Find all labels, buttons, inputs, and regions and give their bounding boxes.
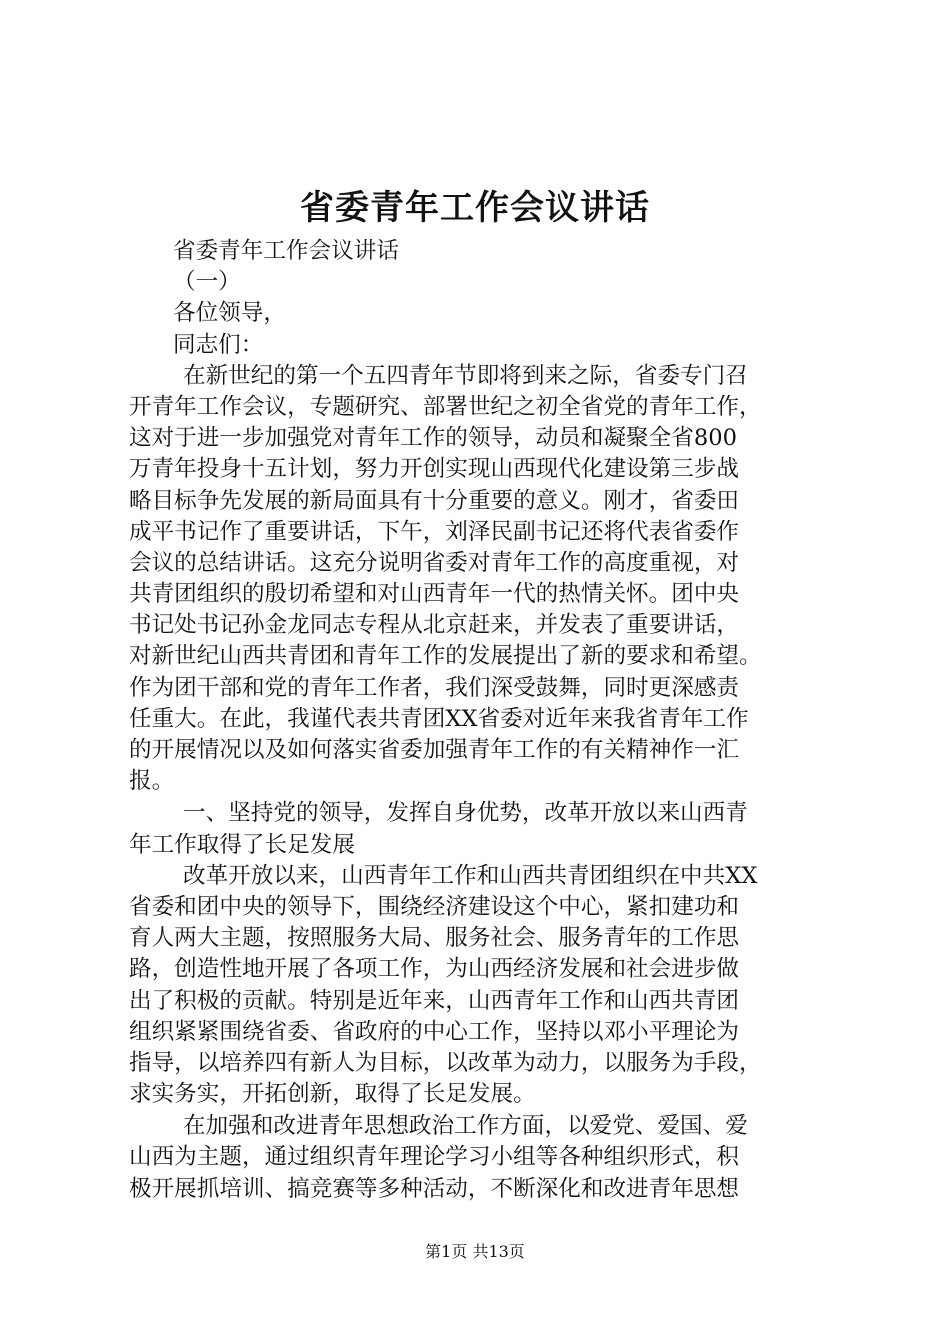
paragraph-line: 这对于进一步加强党对青年工作的领导，动员和凝聚全省800 [129, 425, 737, 452]
paragraph-line: 报。 [129, 768, 175, 795]
paragraph-line: 在加强和改进青年思想政治工作方面，以爱党、爱国、爱 [183, 1113, 748, 1140]
section-number-line: （一） [173, 269, 241, 296]
document-title: 省委青年工作会议讲话 [300, 188, 650, 228]
paragraph-line: 省委和团中央的领导下，围绕经济建设这个中心，紧扣建功和 [129, 893, 740, 920]
section-heading-line: 一、坚持党的领导，发挥自身优势，改革开放以来山西青 [183, 800, 748, 827]
paragraph-line: 改革开放以来，山西青年工作和山西共青团组织在中共XX [183, 862, 758, 889]
paragraph-line: 会议的总结讲话。这充分说明省委对青年工作的高度重视，对 [129, 549, 740, 576]
paragraph-line: 组织紧紧围绕省委、省政府的中心工作，坚持以邓小平理论为 [129, 1018, 740, 1045]
paragraph-line: 书记处书记孙金龙同志专程从北京赶来，并发表了重要讲话， [129, 612, 740, 639]
page-footer [0, 1240, 950, 1264]
paragraph-line: 对新世纪山西共青团和青年工作的发展提出了新的要求和希望。 [129, 643, 762, 670]
paragraph-line: 开青年工作会议，专题研究、部署世纪之初全省党的青年工作， [129, 393, 762, 420]
paragraph-line: 成平书记作了重要讲话，下午，刘泽民副书记还将代表省委作 [129, 518, 740, 545]
document-body [129, 236, 829, 1205]
paragraph-line: 在新世纪的第一个五四青年节即将到来之际，省委专门召 [183, 362, 748, 389]
paragraph-line: 求实务实，开拓创新，取得了长足发展。 [129, 1081, 536, 1108]
paragraph-line: 作为团干部和党的青年工作者，我们深受鼓舞，同时更深感责 [129, 674, 740, 701]
paragraph-line: 山西为主题，通过组织青年理论学习小组等各种组织形式，积 [129, 1144, 740, 1171]
paragraph-line: 育人两大主题，按照服务大局、服务社会、服务青年的工作思 [129, 925, 740, 952]
page-indicator: 第1页 共13页 [425, 1242, 525, 1261]
paragraph-line: 共青团组织的殷切希望和对山西青年一代的热情关怀。团中央 [129, 581, 740, 608]
paragraph-line: 的开展情况以及如何落实省委加强青年工作的有关精神作一汇 [129, 737, 740, 763]
paragraph-line: 出了积极的贡献。特别是近年来，山西青年工作和山西共青团 [129, 987, 740, 1014]
paragraph-line: 极开展抓培训、搞竞赛等多种活动，不断深化和改进青年思想 [129, 1175, 740, 1202]
paragraph-line: 任重大。在此，我谨代表共青团XX省委对近年来我省青年工作 [129, 705, 749, 732]
section-heading-line: 年工作取得了长足发展 [129, 831, 355, 858]
paragraph-line: 路，创造性地开展了各项工作，为山西经济发展和社会进步做 [129, 956, 740, 983]
paragraph-line: 万青年投身十五计划，努力开创实现山西现代化建设第三步战 [129, 456, 740, 483]
subtitle-line: 省委青年工作会议讲话 [173, 238, 399, 264]
salutation-line: 各位领导， [173, 300, 286, 327]
salutation-line: 同志们： [173, 331, 264, 358]
paragraph-line: 指导，以培养四有新人为目标，以改革为动力，以服务为手段， [129, 1049, 762, 1076]
paragraph-line: 略目标争先发展的新局面具有十分重要的意义。刚才，省委田 [129, 487, 740, 514]
